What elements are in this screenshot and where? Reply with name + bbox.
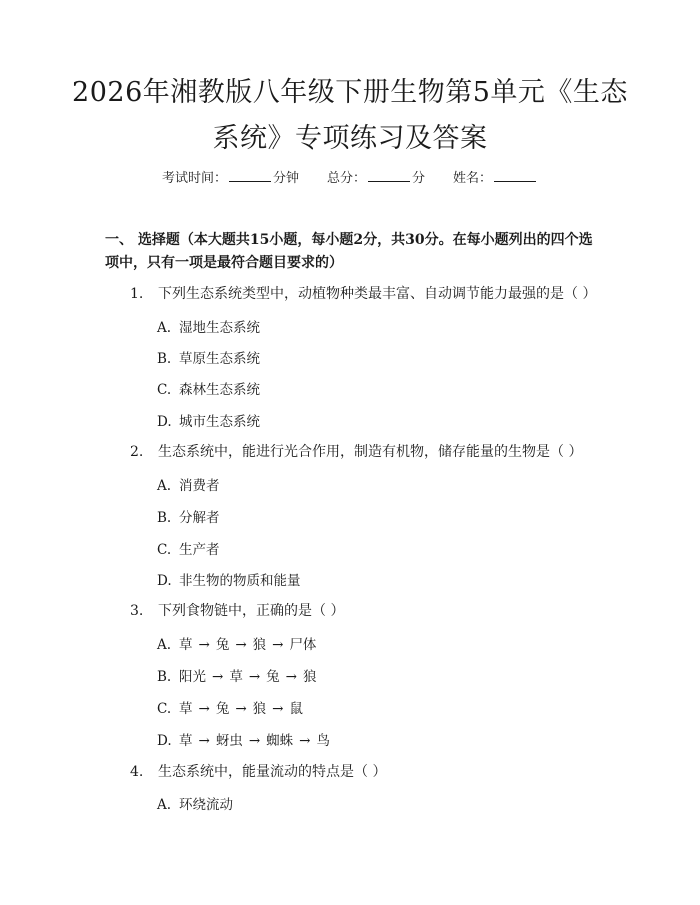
question-3: 3. 下列食物链中，正确的是（ ） bbox=[130, 603, 345, 619]
arrow-icon: → bbox=[198, 637, 210, 653]
question-1: 1. 下列生态系统类型中，动植物种类最丰富、自动调节能力最强的是（ ） bbox=[130, 286, 597, 302]
option-2d[interactable]: D. 非生物的物质和能量 bbox=[157, 573, 301, 589]
arrow-icon: → bbox=[299, 733, 311, 749]
option-3b[interactable]: B. 阳光 → 草 → 兔 → 狼 bbox=[157, 669, 317, 685]
arrow-icon: → bbox=[235, 701, 247, 717]
arrow-icon: → bbox=[248, 669, 261, 685]
name-blank bbox=[494, 169, 536, 182]
arrow-icon: → bbox=[248, 733, 261, 749]
option-1b[interactable]: B. 草原生态系统 bbox=[157, 351, 260, 367]
option-1d[interactable]: D. 城市生态系统 bbox=[157, 414, 260, 430]
option-1a[interactable]: A. 湿地生态系统 bbox=[157, 320, 260, 336]
question-2: 2. 生态系统中，能进行光合作用，制造有机物，储存能量的生物是（ ） bbox=[130, 444, 583, 460]
section-heading: 一、 选择题（本大题共15小题，每小题2分，共30分。在每小题列出的四个选项中，只有一项是最符合题目要求的） bbox=[105, 232, 593, 271]
meta-name: 姓名： bbox=[453, 167, 538, 186]
option-1c[interactable]: C. 森林生态系统 bbox=[157, 382, 260, 398]
option-3d[interactable]: D. 草 → 蚜虫 → 蜘蛛 → 鸟 bbox=[157, 733, 330, 749]
option-2c[interactable]: C. 生产者 bbox=[157, 542, 220, 558]
arrow-icon: → bbox=[212, 669, 224, 685]
question-4: 4. 生态系统中，能量流动的特点是（ ） bbox=[130, 764, 387, 780]
score-blank bbox=[368, 169, 410, 182]
page-title: 2026年湘教版八年级下册生物第5单元《生态系统》专项练习及答案 bbox=[72, 77, 628, 154]
option-3a[interactable]: A. 草 → 兔 → 狼 → 尸体 bbox=[157, 637, 317, 653]
arrow-icon: → bbox=[198, 701, 210, 717]
arrow-icon: → bbox=[285, 669, 297, 685]
meta-score: 总分： 分 bbox=[326, 171, 426, 186]
arrow-icon: → bbox=[272, 637, 284, 653]
option-3c[interactable]: C. 草 → 兔 → 狼 → 鼠 bbox=[157, 701, 303, 717]
exam-meta bbox=[0, 167, 700, 186]
arrow-icon: → bbox=[235, 637, 247, 653]
arrow-icon: → bbox=[198, 733, 210, 749]
option-4a[interactable]: A. 环绕流动 bbox=[157, 797, 233, 813]
arrow-icon: → bbox=[272, 701, 284, 717]
time-blank bbox=[229, 169, 271, 182]
option-2a[interactable]: A. 消费者 bbox=[157, 478, 220, 494]
option-2b[interactable]: B. 分解者 bbox=[157, 510, 220, 526]
meta-time: 考试时间： 分钟 bbox=[161, 171, 299, 186]
